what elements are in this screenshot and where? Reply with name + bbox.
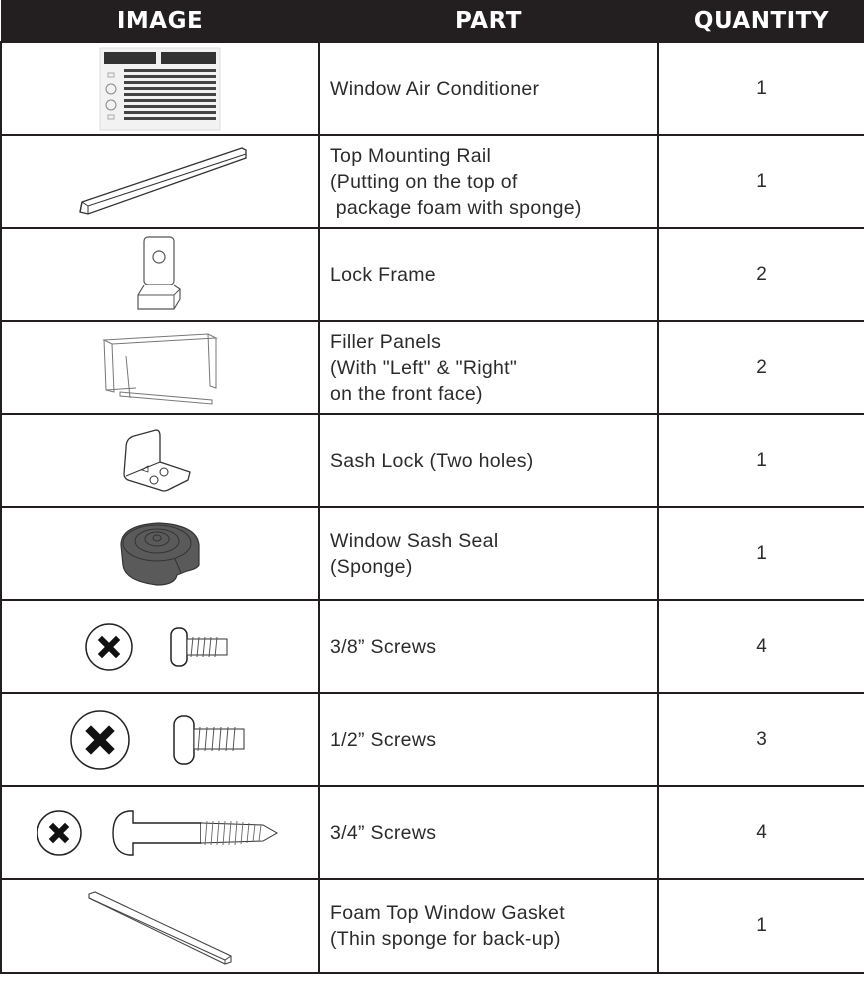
image-cell: [1, 693, 319, 786]
part-cell: [319, 135, 658, 228]
table-row: [1, 414, 864, 507]
header-part: PART: [319, 1, 658, 43]
part-name: Lock Frame: [330, 263, 436, 286]
part-cell: [319, 42, 658, 135]
screw-1-2-icon: [70, 709, 250, 771]
table-row: [1, 879, 864, 973]
quantity-cell: 4: [658, 600, 864, 693]
quantity-cell: 2: [658, 228, 864, 321]
part-note: (Putting on the top of: [330, 170, 518, 193]
header-quantity: QUANTITY: [658, 1, 864, 43]
header-row: [1, 1, 864, 43]
part-cell: [319, 321, 658, 414]
part-name: 3/8” Screws: [330, 635, 437, 658]
image-cell: [1, 414, 319, 507]
part-note: (Sponge): [330, 555, 413, 578]
part-cell: [319, 414, 658, 507]
table-row: [1, 786, 864, 879]
foam-gasket-icon: [85, 886, 235, 966]
sash-seal-sponge-icon: [117, 519, 203, 589]
table-row: [1, 693, 864, 786]
mounting-rail-icon: [70, 142, 250, 222]
part-name: Foam Top Window Gasket: [330, 902, 565, 924]
screw-3-4-icon: [37, 809, 283, 857]
image-cell: [1, 321, 319, 414]
part-note: package foam with sponge): [330, 196, 582, 219]
quantity-cell: 1: [658, 879, 864, 973]
table-row: [1, 600, 864, 693]
quantity-cell: 4: [658, 786, 864, 879]
table-row: [1, 321, 864, 414]
part-cell: [319, 600, 658, 693]
image-cell: [1, 507, 319, 600]
part-cell: [319, 879, 658, 973]
part-name: Filler Panels: [330, 330, 442, 353]
part-cell: [319, 693, 658, 786]
part-note: (With "Left" & "Right": [330, 356, 518, 379]
image-cell: [1, 42, 319, 135]
part-cell: [319, 507, 658, 600]
image-cell: [1, 879, 319, 973]
quantity-cell: 1: [658, 414, 864, 507]
quantity-cell: 1: [658, 42, 864, 135]
table-row: [1, 228, 864, 321]
image-cell: [1, 135, 319, 228]
quantity-cell: 1: [658, 135, 864, 228]
sash-lock-icon: [120, 428, 200, 494]
lock-frame-icon: [130, 233, 190, 317]
part-cell: [319, 786, 658, 879]
quantity-cell: 1: [658, 507, 864, 600]
part-name: 3/4” Screws: [330, 821, 437, 844]
air-conditioner-icon: [99, 47, 221, 131]
part-note: on the front face): [330, 382, 483, 405]
quantity-cell: 3: [658, 693, 864, 786]
table-row: [1, 135, 864, 228]
part-name: Window Sash Seal: [330, 529, 499, 552]
header-image: IMAGE: [1, 1, 319, 43]
image-cell: [1, 600, 319, 693]
table-row: [1, 42, 864, 135]
part-name: 1/2” Screws: [330, 728, 437, 751]
part-name: Top Mounting Rail: [330, 144, 492, 167]
part-note: (Thin sponge for back-up): [330, 928, 561, 950]
table-row: [1, 507, 864, 600]
image-cell: [1, 228, 319, 321]
part-cell: [319, 228, 658, 321]
part-name: Window Air Conditioner: [330, 77, 540, 100]
image-cell: [1, 786, 319, 879]
part-name: Sash Lock (Two holes): [330, 449, 534, 472]
filler-panels-icon: [100, 330, 220, 406]
screw-3-8-icon: [85, 621, 235, 673]
quantity-cell: 2: [658, 321, 864, 414]
